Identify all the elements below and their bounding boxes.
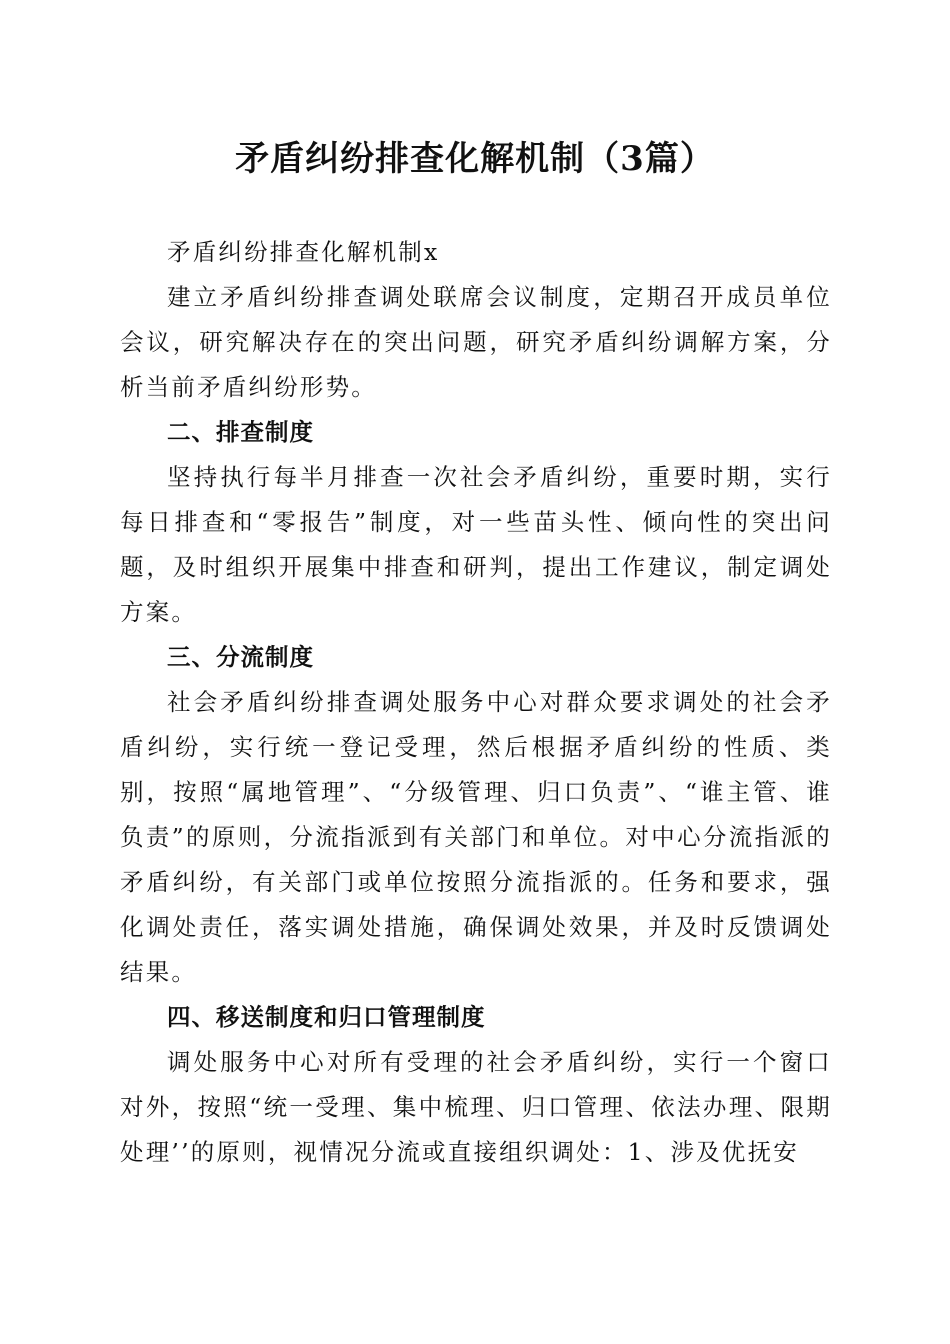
document-title: 矛盾纠纷排查化解机制（3篇） [235, 139, 715, 179]
paragraph-transfer-system: 调处服务中心对所有受理的社会矛盾纠纷，实行一个窗口对外，按照“统一受理、集中梳理、归口管理、依法办理、限期处理’’的原则，视情况分流或直接组织调处：1、涉及优抚安 [120, 1048, 832, 1166]
intro-line: 矛盾纠纷排查化解机制x [167, 238, 440, 266]
heading-diversion-system: 三、分流制度 [167, 643, 314, 671]
heading-screening-system: 二、排查制度 [167, 418, 314, 446]
paragraph-diversion-system: 社会矛盾纠纷排查调处服务中心对群众要求调处的社会矛盾纠纷，实行统一登记受理，然后根据矛盾纠纷的性质、类别，按照“属地管理”、“分级管理、归口负责”、“谁主管、谁负责”的原则，分流指派到有关部门和单位。对中心分流指派的矛盾纠纷，有关部门或单位按照分流指派的。任务和要求，强化调处责任，落实调处措施，确保调处效果，并及时反馈调处结果。 [120, 688, 832, 986]
paragraph-meeting-system: 建立矛盾纠纷排查调处联席会议制度，定期召开成员单位会议，研究解决存在的突出问题，研究矛盾纠纷调解方案，分析当前矛盾纠纷形势。 [120, 283, 832, 401]
document-body [120, 230, 832, 1175]
heading-transfer-system: 四、移送制度和归口管理制度 [167, 1003, 486, 1031]
paragraph-screening-system: 坚持执行每半月排查一次社会矛盾纠纷，重要时期，实行每日排查和“零报告”制度，对一些苗头性、倾向性的突出问题，及时组织开展集中排查和研判，提出工作建议，制定调处方案。 [120, 463, 832, 626]
